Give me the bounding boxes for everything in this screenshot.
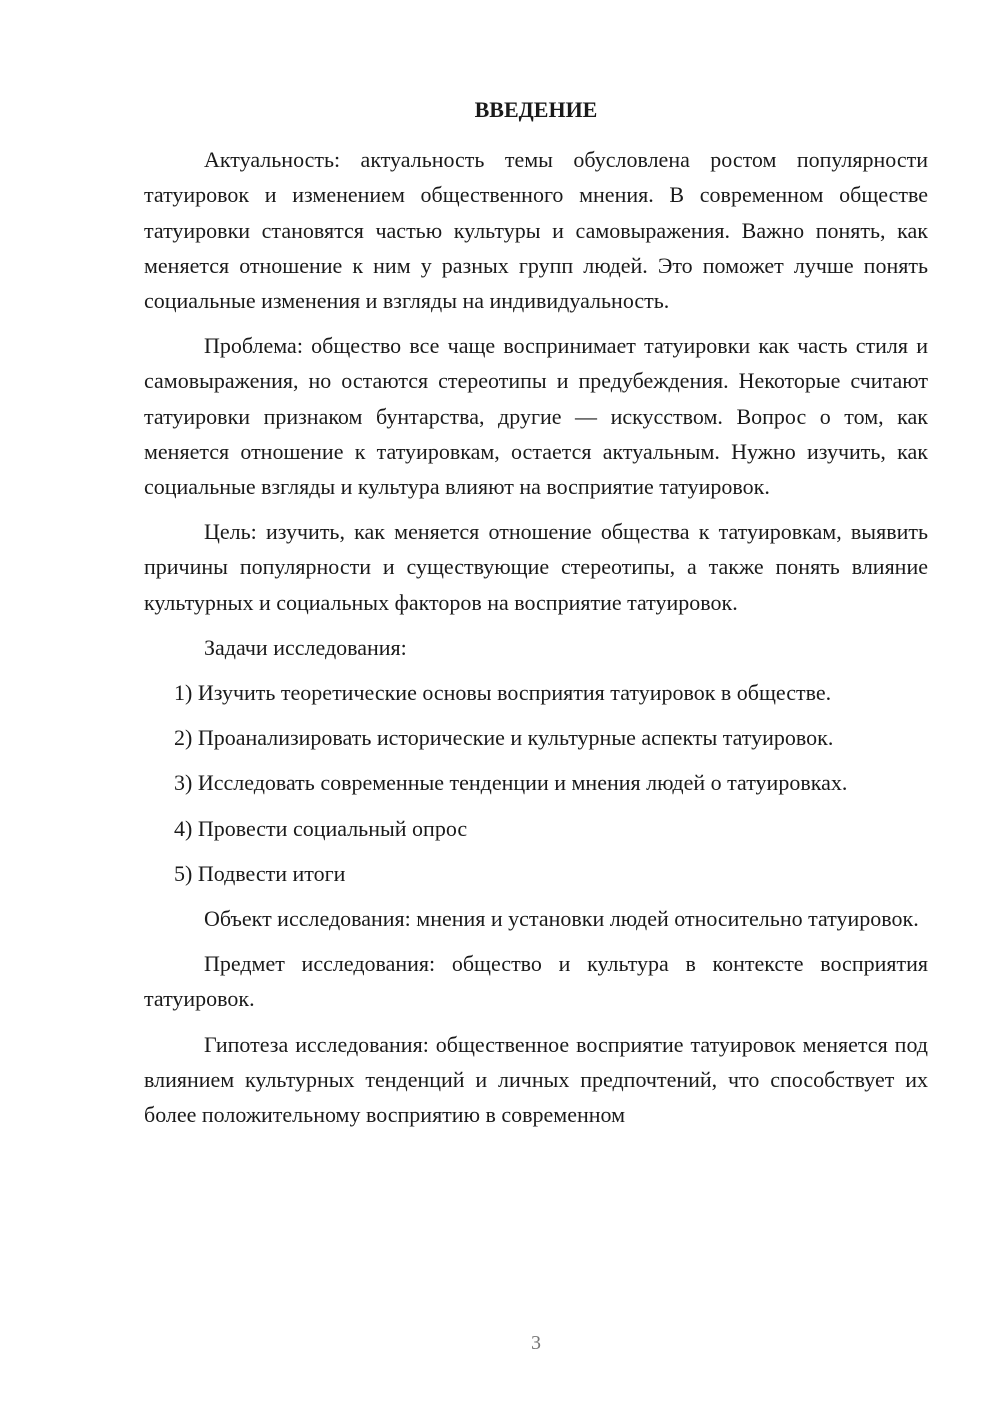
task-item-1: 1) Изучить теоретические основы восприятия татуировок в обществе. — [174, 680, 832, 706]
paragraph-problem: Проблема: общество все чаще воспринимает татуировки как часть стиля и самовыражения, но остаются стереотипы и предубеждения. Некоторые считают татуировки признаком бунтарства, другие — искусством. Вопрос о том, как меняется отношение к татуировкам, остается актуальным. Нужно изучить, как социальные взгляды и культура влияют на восприятие татуировок. — [144, 333, 928, 500]
paragraph-object: Объект исследования: мнения и установки людей относительно татуировок. — [204, 906, 919, 932]
task-item-2: 2) Проанализировать исторические и культурные аспекты татуировок. — [174, 725, 834, 751]
task-item-3: 3) Исследовать современные тенденции и мнения людей о татуировках. — [174, 770, 848, 796]
task-item-5: 5) Подвести итоги — [174, 860, 346, 886]
task-item-4: 4) Провести социальный опрос — [174, 815, 468, 841]
paragraph-goal: Цель: изучить, как меняется отношение общества к татуировкам, выявить причины популярности и существующие стереотипы, а также понять влияние культурных и социальных факторов на восприятие татуировок. — [144, 519, 928, 615]
section-title: ВВЕДЕНИЕ — [474, 97, 598, 122]
paragraph-hypothesis: Гипотеза исследования: общественное восприятие татуировок меняется под влиянием культурных тенденций и личных предпочтений, что способствует их более положительному восприятию в современном — [144, 1031, 928, 1128]
page-number: 3 — [531, 1332, 541, 1354]
document-page — [144, 92, 928, 1142]
paragraph-tasks-heading: Задачи исследования: — [204, 634, 407, 660]
paragraph-subject: Предмет исследования: общество и культура в контексте восприятия татуировок. — [144, 951, 928, 1012]
paragraph-relevance: Актуальность: актуальность темы обусловлена ростом популярности татуировок и изменением общественного мнения. В современном обществе татуировки становятся частью культуры и самовыражения. Важно понять, как меняется отношение к ним у разных групп людей. Это поможет лучше понять социальные изменения и взгляды на индивидуальность. — [144, 147, 928, 314]
